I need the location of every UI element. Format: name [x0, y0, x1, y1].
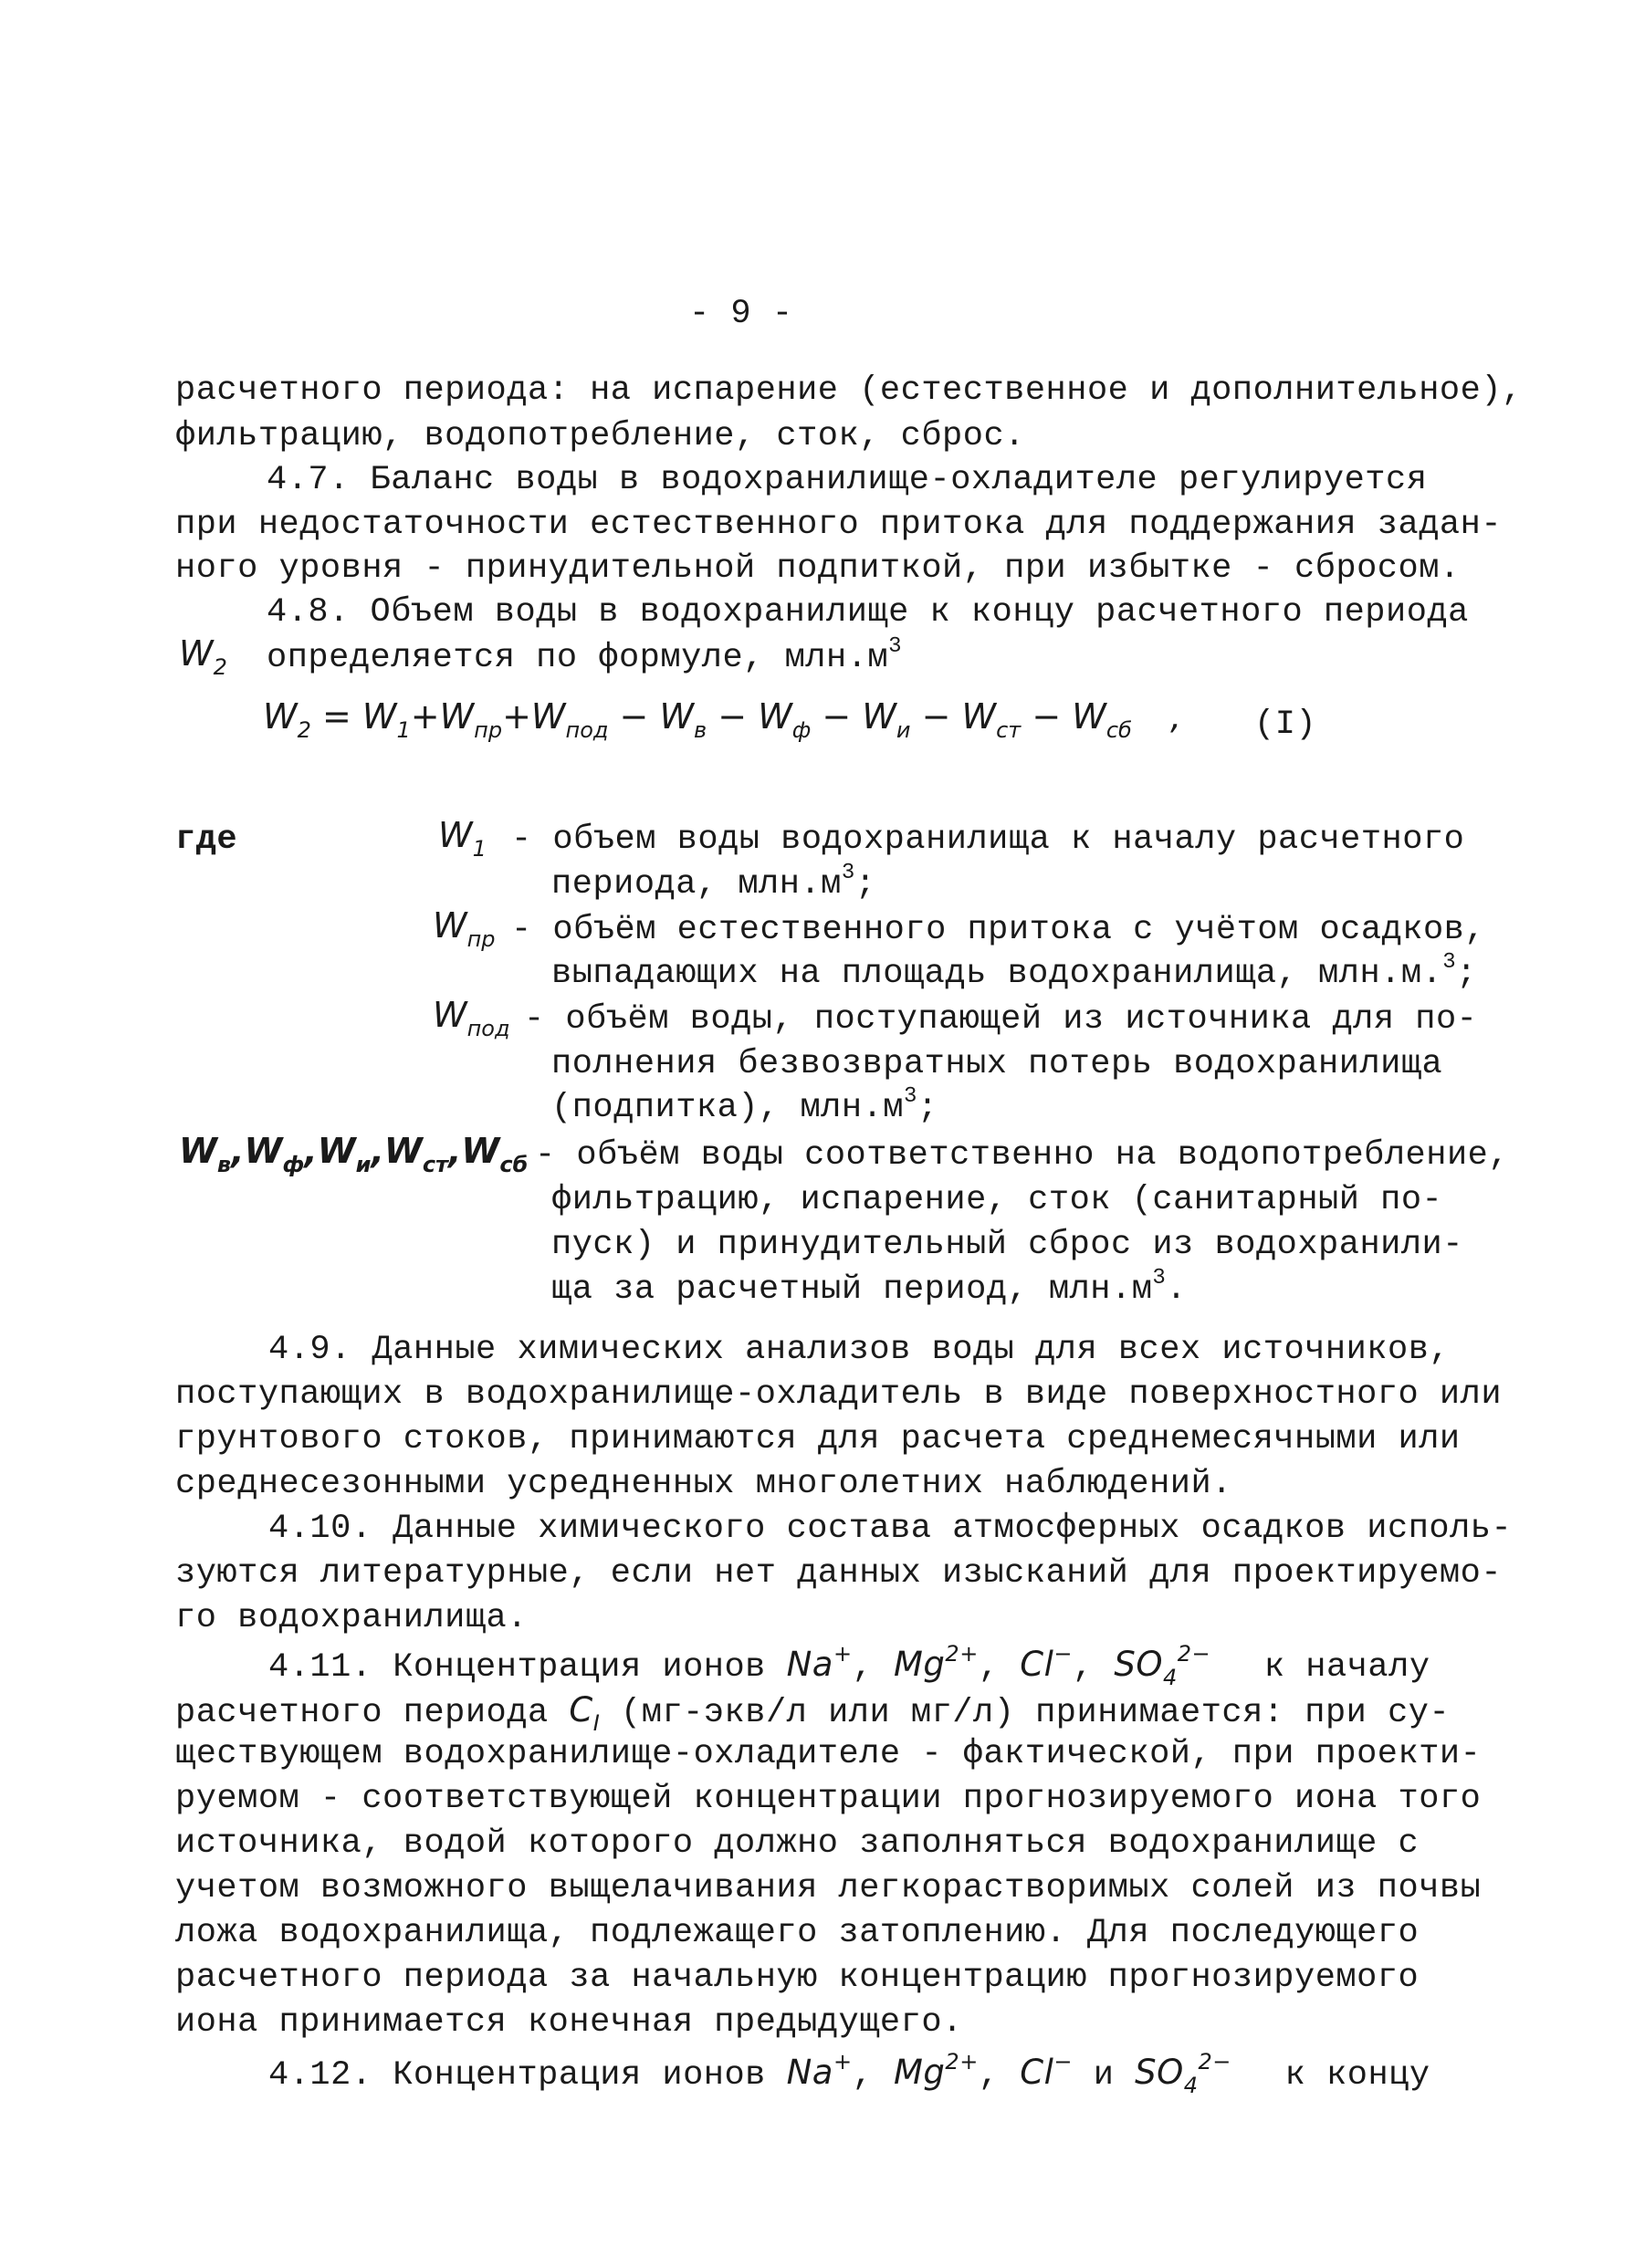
- paragraph-4-9-line: среднесезонными усредненных многолетних наблюдений.: [175, 1465, 1232, 1503]
- definition-line: - объём естественного притока с учётом осадков,: [511, 911, 1486, 949]
- paragraph-4-11-line: учетом возможного выщелачивания легкорастворимых солей из почвы: [175, 1869, 1482, 1907]
- ion-cl: Cl−: [1020, 2049, 1073, 2092]
- balance-formula: $W_2 = W_1+W_{пр}+W_{под} - W_в - W_ф - W_и - W_{ст} - W_{сб}$ ,: [263, 696, 1182, 743]
- definition-line: ща за расчетный период, $млн.м^3$.: [551, 1266, 1188, 1309]
- paragraph-4-9-line: грунтового стоков, принимаются для расчета среднемесячными или: [175, 1420, 1461, 1458]
- ion-na: Na+: [786, 1641, 853, 1684]
- ion-cl: Cl−: [1020, 1641, 1073, 1684]
- concentration-c1: $C_I$: [569, 1690, 601, 1736]
- paragraph-4-7-line: ного уровня - принудительной подпиткой, при избытке - сбросом.: [175, 549, 1461, 588]
- paragraph-4-11-line: руемом - соответствующей концентрации прогнозируемого иона того: [175, 1780, 1482, 1818]
- def-symbol-wpod: $W_{под}$: [433, 995, 510, 1041]
- paragraph-4-7-line: 4.7. Баланс воды в водохранилище-охладителе регулируется: [267, 461, 1428, 499]
- definition-line: - объём воды соответственно на водопотребление,: [535, 1136, 1510, 1175]
- definition-line: фильтрацию, испарение, сток (санитарный по-: [551, 1181, 1443, 1219]
- paragraph-4-8-line: 4.8. Объем воды в водохранилище к концу расчетного периода: [267, 593, 1469, 632]
- formula-number: (I): [1254, 705, 1317, 744]
- definition-line: периода, $млн.м^3$;: [551, 861, 876, 904]
- symbol-w2: $W_2$: [179, 633, 227, 680]
- where-label: где: [175, 820, 238, 859]
- paragraph-4-11-line: источника, водой которого должно заполняться водохранилище с: [175, 1824, 1420, 1863]
- paragraph-4-11-line: иона принимается конечная предыдущего.: [175, 2003, 963, 2042]
- def-symbol-wpr: $W_{пр}$: [433, 905, 496, 952]
- paragraph-4-11-line: расчетного периода за начальную концентрацию прогнозируемого: [175, 1959, 1420, 1997]
- ion-so4: $SO_4^{2-}$: [1135, 2049, 1231, 2098]
- page-number: - 9 -: [689, 295, 793, 333]
- paragraph-4-8-line: определяется по формуле, $млн.м^3$: [267, 634, 903, 677]
- paragraph-4-10-line: зуются литературные, если нет данных изысканий для проектируемо-: [175, 1554, 1503, 1593]
- definition-line: - объем воды водохранилища к началу расчетного: [511, 820, 1465, 859]
- paragraph-4-10-line: го водохранилища.: [175, 1599, 528, 1637]
- paragraph-4-9-line: 4.9. Данные химических анализов воды для всех источников,: [268, 1331, 1451, 1369]
- ion-so4: $SO_4^{2-}$: [1114, 1641, 1211, 1690]
- paragraph-intro-line: фильтрацию, водопотребление, сток, сброс.: [175, 417, 1025, 455]
- definition-line: выпадающих на площадь водохранилища, млн.м.$^3$;: [551, 950, 1477, 993]
- paragraph-4-7-line: при недостаточности естественного притока для поддержания задан-: [175, 506, 1503, 544]
- ion-mg: $Mg^{2+}$: [894, 2049, 979, 2092]
- ion-mg: $Mg^{2+}$: [894, 1641, 979, 1684]
- paragraph-intro-line: расчетного периода: на испарение (естественное и дополнительное),: [175, 371, 1523, 410]
- paragraph-4-11-line: расчетного периода $C_I$ (мг-экв/л или мг/л) принимается: при су-: [175, 1690, 1451, 1736]
- paragraph-4-12-line: 4.12. Концентрация ионов Na+, $Mg^{2+}$, Cl− и $SO_4^{2-}$ к концу: [268, 2049, 1430, 2098]
- definition-line: полнения безвозвратных потерь водохранилища: [551, 1045, 1443, 1083]
- paragraph-4-11-line: 4.11. Концентрация ионов Na+, $Mg^{2+}$, Cl−, $SO_4^{2-}$ к началу: [268, 1641, 1430, 1690]
- definition-line: - объём воды, поступающей из источника для по-: [524, 1000, 1478, 1039]
- def-symbols-group: $W_в,W_ф,W_и,W_{ст},W_{сб}$: [179, 1131, 529, 1177]
- paragraph-4-11-line: ложа водохранилища, подлежащего затоплению. Для последующего: [175, 1914, 1420, 1952]
- definition-line: (подпитка), $млн.м^3$;: [551, 1084, 938, 1127]
- paragraph-4-11-line: ществующем водохранилище-охладителе - фактической, при проекти-: [175, 1735, 1482, 1773]
- def-symbol-w1: $W_1$: [438, 815, 487, 862]
- paragraph-4-9-line: поступающих в водохранилище-охладитель в виде поверхностного или: [175, 1375, 1503, 1414]
- ion-na: Na+: [786, 2049, 853, 2092]
- paragraph-4-10-line: 4.10. Данные химического состава атмосферных осадков исполь-: [268, 1510, 1513, 1548]
- definition-line: пуск) и принудительный сброс из водохранили-: [551, 1226, 1463, 1264]
